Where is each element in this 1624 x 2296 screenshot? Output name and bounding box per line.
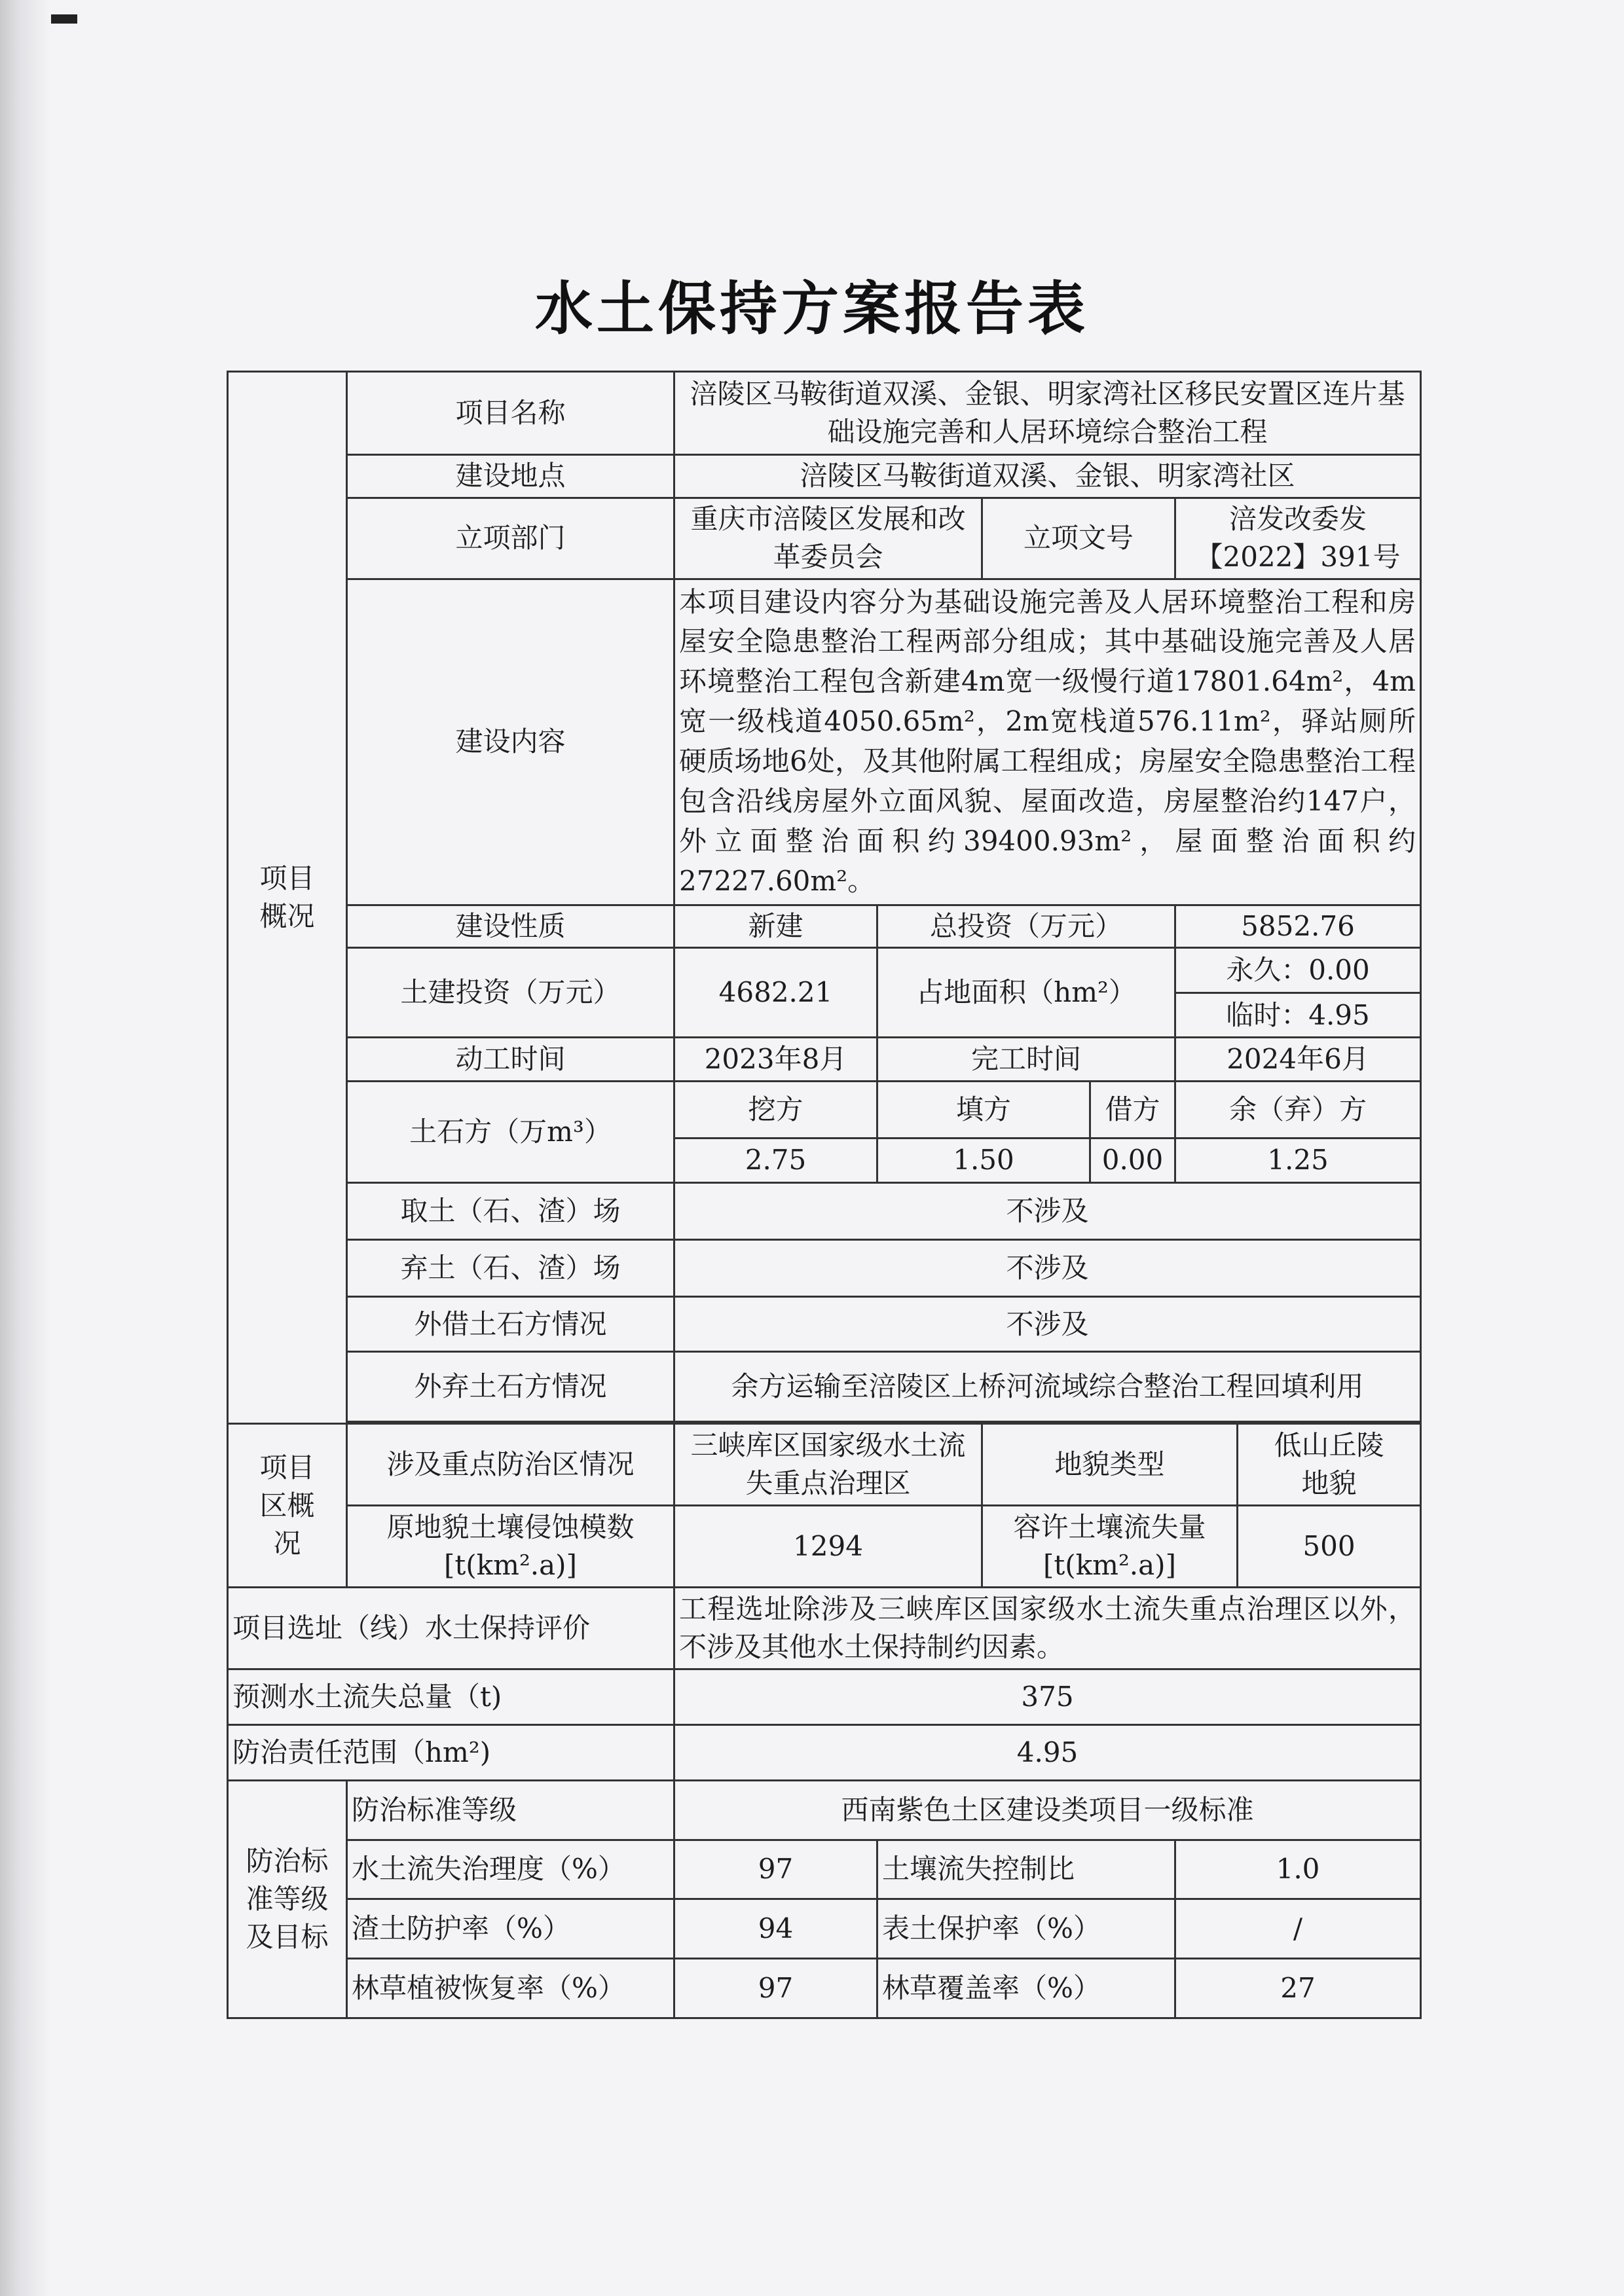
fill-value: 1.50 xyxy=(877,1138,1090,1183)
excavation-value: 2.75 xyxy=(674,1138,877,1183)
spoil-site-value: 不涉及 xyxy=(674,1239,1421,1296)
ext-spoil-label: 外弃土石方情况 xyxy=(347,1352,674,1422)
dept-value: 重庆市涪陵区发展和改革委员会 xyxy=(674,498,982,579)
site-eval-label: 项目选址（线）水土保持评价 xyxy=(228,1588,674,1669)
civil-invest-value: 4682.21 xyxy=(674,948,877,1038)
level-label: 防治标准等级 xyxy=(347,1780,674,1840)
veg-cover-value: 27 xyxy=(1175,1959,1421,2018)
excavation-label: 挖方 xyxy=(674,1081,877,1138)
landform-value: 低山丘陵地貌 xyxy=(1238,1424,1421,1506)
soil-loss-ratio-label: 土壤流失控制比 xyxy=(877,1840,1175,1899)
control-degree-label: 水土流失治理度（%） xyxy=(347,1840,674,1899)
borrow-site-label: 取土（石、渣）场 xyxy=(347,1183,674,1240)
borrow-value: 0.00 xyxy=(1090,1138,1175,1183)
soil-loss-ratio-value: 1.0 xyxy=(1175,1840,1421,1899)
veg-restore-value: 97 xyxy=(674,1959,877,2018)
responsibility-label: 防治责任范围（hm²) xyxy=(228,1725,674,1781)
slag-protect-label: 渣土防护率（%） xyxy=(347,1899,674,1959)
region-group-label: 项目区概况 xyxy=(228,1424,347,1588)
ext-borrow-value: 不涉及 xyxy=(674,1296,1421,1352)
scan-corner-mark xyxy=(51,14,77,24)
control-degree-value: 97 xyxy=(674,1840,877,1899)
fill-label: 填方 xyxy=(877,1081,1090,1138)
predicted-loss-label: 预测水土流失总量（t) xyxy=(228,1669,674,1725)
topsoil-protect-value: / xyxy=(1175,1899,1421,1959)
ext-spoil-value: 余方运输至涪陵区上桥河流域综合整治工程回填利用 xyxy=(674,1352,1421,1422)
level-value: 西南紫色土区建设类项目一级标准 xyxy=(674,1780,1421,1840)
start-label: 动工时间 xyxy=(347,1038,674,1082)
project-name-value: 涪陵区马鞍街道双溪、金银、明家湾社区移民安置区连片基础设施完善和人居环境综合整治工程 xyxy=(674,372,1421,455)
predicted-loss-value: 375 xyxy=(674,1669,1421,1725)
location-value: 涪陵区马鞍街道双溪、金银、明家湾社区 xyxy=(674,455,1421,498)
project-name-label: 项目名称 xyxy=(347,372,674,455)
earth-label: 土石方（万m³） xyxy=(347,1081,674,1182)
area-temporary: 临时：4.95 xyxy=(1175,993,1421,1038)
ext-borrow-label: 外借土石方情况 xyxy=(347,1296,674,1352)
key-zone-value: 三峡库区国家级水土流失重点治理区 xyxy=(674,1424,982,1506)
location-label: 建设地点 xyxy=(347,455,674,498)
nature-value: 新建 xyxy=(674,905,877,948)
landform-label: 地貌类型 xyxy=(982,1424,1238,1506)
erosion-label: 原地貌土壤侵蚀模数[t(km².a)] xyxy=(347,1506,674,1588)
start-value: 2023年8月 xyxy=(674,1038,877,1082)
site-eval-value: 工程选址除涉及三峡库区国家级水土流失重点治理区以外，不涉及其他水土保持制约因素。 xyxy=(674,1588,1421,1669)
responsibility-value: 4.95 xyxy=(674,1725,1421,1781)
doc-no-label: 立项文号 xyxy=(982,498,1175,579)
content-value: 本项目建设内容分为基础设施完善及人居环境整治工程和房屋安全隐患整治工程两部分组成；其中基础设施完善及人居环境整治工程包含新建4m宽一级慢行道17801.64m²，4m宽一级栈道4050.65m²，2m宽栈道576.11m²，驿站厕所硬质场地6处，及其他附属工程组成；房屋安全隐患整治工程包含沿线房屋外立面风貌、屋面改造，房屋整治约147户，外立面整治面积约39400.93m²，屋面整治面积约27227.60m²。 xyxy=(674,579,1421,905)
topsoil-protect-label: 表土保护率（%） xyxy=(877,1899,1175,1959)
veg-restore-label: 林草植被恢复率（%） xyxy=(347,1959,674,2018)
content-label: 建设内容 xyxy=(347,579,674,905)
total-invest-label: 总投资（万元） xyxy=(877,905,1175,948)
erosion-value: 1294 xyxy=(674,1506,982,1588)
area-label: 占地面积（hm²） xyxy=(877,948,1175,1038)
spoil-value: 1.25 xyxy=(1175,1138,1421,1183)
total-invest-value: 5852.76 xyxy=(1175,905,1421,948)
civil-invest-label: 土建投资（万元） xyxy=(347,948,674,1038)
nature-label: 建设性质 xyxy=(347,905,674,948)
dept-label: 立项部门 xyxy=(347,498,674,579)
borrow-site-value: 不涉及 xyxy=(674,1183,1421,1240)
end-label: 完工时间 xyxy=(877,1038,1175,1082)
key-zone-label: 涉及重点防治区情况 xyxy=(347,1424,674,1506)
slag-protect-value: 94 xyxy=(674,1899,877,1959)
allowable-label: 容许土壤流失量[t(km².a)] xyxy=(982,1506,1238,1588)
standards-group-label: 防治标准等级及目标 xyxy=(228,1780,347,2018)
end-value: 2024年6月 xyxy=(1175,1038,1421,1082)
area-permanent: 永久：0.00 xyxy=(1175,948,1421,993)
allowable-value: 500 xyxy=(1238,1506,1421,1588)
veg-cover-label: 林草覆盖率（%） xyxy=(877,1959,1175,2018)
report-table xyxy=(227,371,1422,2019)
document-title: 水土保持方案报告表 xyxy=(534,274,1089,342)
doc-no-value: 涪发改委发【2022】391号 xyxy=(1175,498,1421,579)
spoil-label: 余（弃）方 xyxy=(1175,1081,1421,1138)
spoil-site-label: 弃土（石、渣）场 xyxy=(347,1239,674,1296)
borrow-label: 借方 xyxy=(1090,1081,1175,1138)
overview-group-label: 项目概况 xyxy=(228,372,347,1424)
